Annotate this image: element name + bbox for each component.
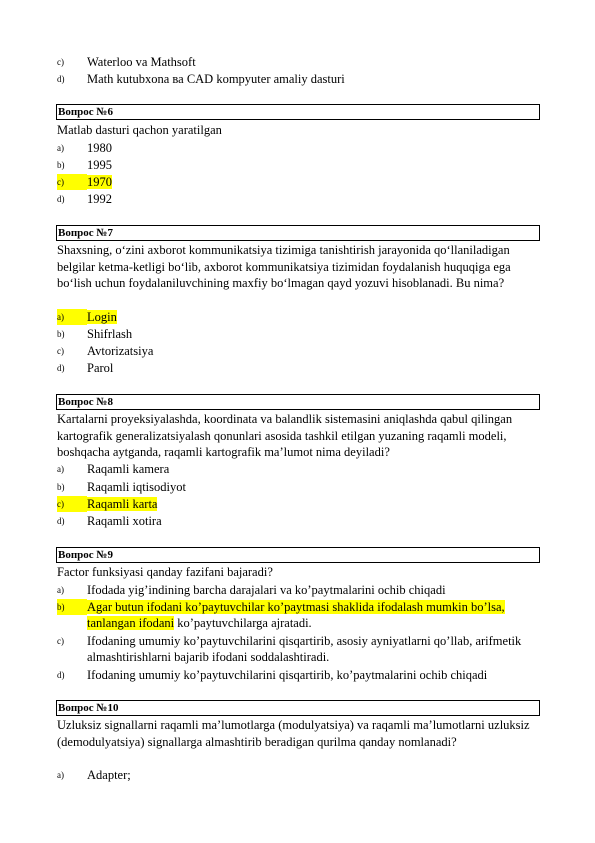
option-text: Ifodaning umumiy ko’paytuvchilarini qisqartirib, ko’paytmalarini ochib chiqadi <box>87 668 488 682</box>
option-text: Raqamli xotira <box>87 514 162 528</box>
option-text <box>87 599 547 631</box>
option-text: 1980 <box>87 141 112 155</box>
option-letter: a) <box>57 143 64 153</box>
option-letter: a) <box>57 464 64 474</box>
question-header: Вопрос №10 <box>56 700 540 716</box>
option-text: Ifodaning umumiy ko’paytuvchilarini qisqartirib, asosiy ayniyatlarni qo’llab, arifmetik almashtirishlarni bajarib ifodani soddalashtiradi. <box>87 634 522 664</box>
option-b[interactable] <box>57 326 547 342</box>
option-text: Raqamli iqtisodiyot <box>87 480 186 494</box>
question-text: Uzluksiz signallarni raqamli ma’lumotlarga (modulyatsiya) va raqamli ma’lumotlarni uzluksiz (demodulyatsiya) signallarga almashtirib beradigan qurilma qanday nomlanadi? <box>57 718 530 749</box>
option-text: Avtorizatsiya <box>87 344 154 358</box>
option-letter: b) <box>57 160 65 170</box>
option-letter: d) <box>57 516 65 526</box>
option-text: 1995 <box>87 158 112 172</box>
option-text-highlighted: Raqamli karta <box>87 497 158 511</box>
option-a[interactable] <box>57 461 547 477</box>
option-d[interactable] <box>57 191 547 207</box>
question-text: Kartalarni proyeksiyalashda, koordinata va balandlik sistemasini aniqlashda qabul qilingan kartografik generalizatsiyalash qonunlari asosida tashkil etilgan yuzaning raqamli modeli, boshqacha aytganda, raqamli kartografik ma’lumot nima deyiladi? <box>57 412 513 459</box>
option-d[interactable] <box>57 667 547 683</box>
option-d[interactable] <box>57 360 547 376</box>
option-b[interactable] <box>57 479 547 495</box>
option-text: Shifrlash <box>87 327 133 341</box>
question-header: Вопрос №9 <box>56 547 540 563</box>
option-text-rest: ko’paytuvchilarga ajratadi. <box>174 616 312 630</box>
question-text: Matlab dasturi qachon yaratilgan <box>57 123 222 137</box>
option-a[interactable] <box>57 767 547 783</box>
option-letter: b) <box>57 482 65 492</box>
option-d[interactable] <box>57 71 547 87</box>
question-header: Вопрос №6 <box>56 104 540 120</box>
option-text: 1992 <box>87 192 112 206</box>
option-text: Ifodada yig’indining barcha darajalari va ko’paytmalarini ochib chiqadi <box>87 583 446 597</box>
option-letter: c) <box>57 346 64 356</box>
option-letter: b) <box>57 599 87 615</box>
option-letter: d) <box>57 363 65 373</box>
option-b-correct[interactable] <box>57 599 547 631</box>
option-text: Adapter; <box>87 768 131 782</box>
option-text-highlighted: 1970 <box>87 175 112 189</box>
option-text-highlighted: Agar butun ifodani ko’paytuvchilar ko’paytmasi shaklida ifodalash mumkin bo’lsa, tanlangan ifodani <box>87 600 505 630</box>
option-text: Parol <box>87 361 114 375</box>
option-a-correct[interactable] <box>57 309 547 325</box>
question-header: Вопрос №8 <box>56 394 540 410</box>
question-header: Вопрос №7 <box>56 225 540 241</box>
option-text: Raqamli kamera <box>87 462 170 476</box>
option-letter: c) <box>57 174 87 190</box>
option-letter: a) <box>57 309 87 325</box>
option-letter: a) <box>57 585 64 595</box>
question-text: Shaxsning, o‘zini axborot kommunikatsiya tizimiga tanishtirish jarayonida qo‘llaniladigan belgilar ketma-ketligi bo‘lib, axborot kommunikatsiya tizimidan foydalanish huquqiga ega bo‘lish uchun foydalaniluvchining maxfiy bo‘lmagan qayd yozuvi hisoblanadi. Bu nima? <box>57 243 511 290</box>
option-c-correct[interactable] <box>57 496 547 512</box>
option-text: Math kutubxona ва CAD kompyuter amaliy dasturi <box>87 72 345 86</box>
option-letter: d) <box>57 74 65 84</box>
question-text: Factor funksiyasi qanday fazifani bajaradi? <box>57 565 273 579</box>
option-letter: a) <box>57 770 64 780</box>
option-letter: c) <box>57 57 64 67</box>
option-a[interactable] <box>57 582 547 598</box>
option-letter: d) <box>57 194 65 204</box>
option-a[interactable] <box>57 140 547 156</box>
option-letter: c) <box>57 636 64 646</box>
option-text: Waterloo va Mathsoft <box>87 55 196 69</box>
option-b[interactable] <box>57 157 547 173</box>
option-letter: b) <box>57 329 65 339</box>
option-c[interactable] <box>57 343 547 359</box>
option-d[interactable] <box>57 513 547 529</box>
option-text-highlighted: Login <box>87 310 117 324</box>
option-letter: d) <box>57 670 65 680</box>
option-letter: c) <box>57 496 87 512</box>
option-c-correct[interactable] <box>57 174 547 190</box>
option-c[interactable] <box>57 633 547 665</box>
option-c[interactable] <box>57 54 547 70</box>
